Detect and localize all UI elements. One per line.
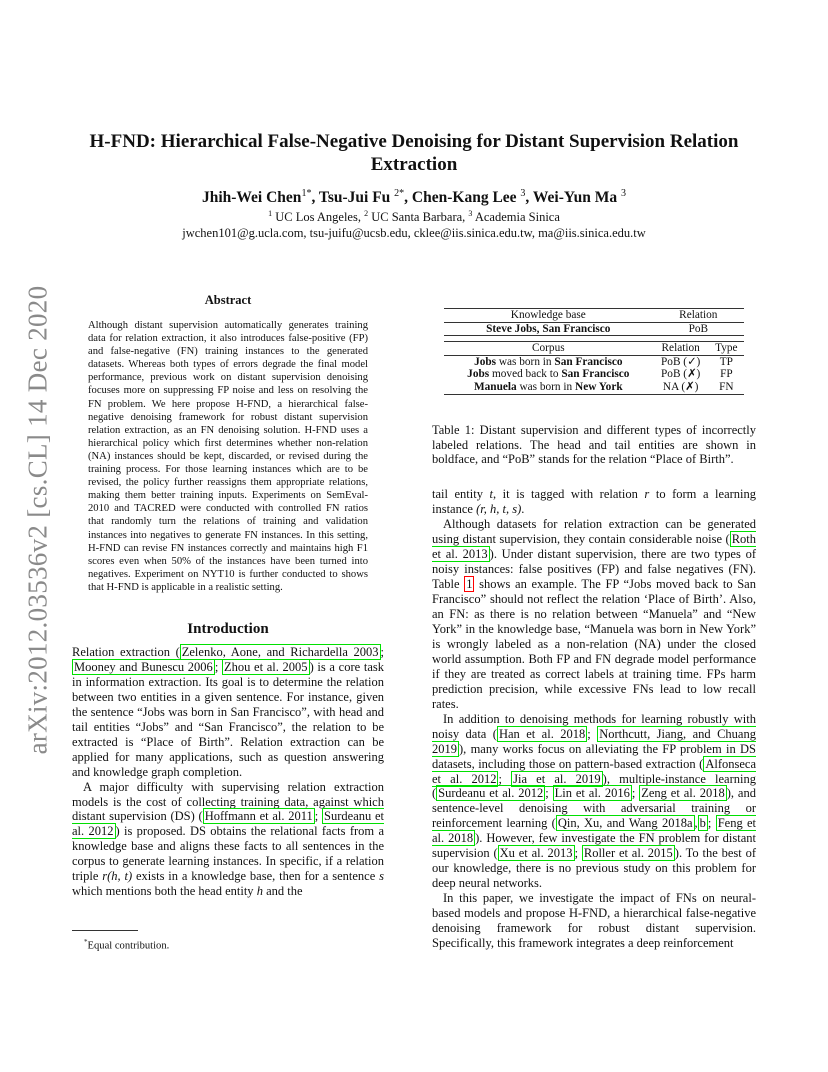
paper-title: H-FND: Hierarchical False-Negative Denoising for Distant Supervision Relation Extraction bbox=[89, 131, 739, 175]
left-column bbox=[72, 293, 384, 899]
table-cell: FN bbox=[719, 380, 734, 393]
footnote bbox=[84, 938, 169, 952]
author: Chen-Kang Lee bbox=[411, 189, 517, 207]
author: Jhih-Wei Chen bbox=[201, 189, 302, 207]
table-cell bbox=[444, 368, 653, 381]
affiliation: Academia Sinica bbox=[474, 210, 560, 225]
text-run: Jobs bbox=[467, 368, 490, 381]
text-run: ; bbox=[314, 809, 323, 824]
citation-link[interactable]: Han et al. 2018 bbox=[498, 726, 586, 741]
table-row bbox=[444, 309, 744, 323]
text-run: A major difficulty with supervising relation extraction models is the cost of collecting training data, against which distant supervision (DS) ( bbox=[72, 779, 384, 824]
text-run: ), many works focus on alleviating the FP problem in DS datasets, including those on pattern-based extraction ( bbox=[432, 741, 756, 771]
text-run: Relation extraction ( bbox=[72, 644, 180, 659]
math: t bbox=[489, 487, 494, 502]
text-run: New York bbox=[575, 380, 623, 393]
text-run: was born in bbox=[496, 355, 555, 368]
citation-link[interactable]: Lin et al. 2016 bbox=[554, 786, 630, 801]
text-run: ), and sentence-level denoising with adversarial training or reinforcement learning ( bbox=[432, 786, 756, 831]
author-mark: 3 bbox=[520, 188, 526, 199]
arxiv-watermark bbox=[18, 285, 58, 755]
text-run: moved back to bbox=[489, 368, 562, 381]
table-cell: PoB bbox=[653, 322, 744, 336]
body-paragraph-1 bbox=[432, 487, 756, 517]
footnote-rule bbox=[72, 930, 138, 931]
citation-link[interactable]: Zelenko, Aone, and Richardella 2003 bbox=[181, 644, 379, 659]
math: r(h, t) bbox=[102, 869, 133, 884]
affiliation: UC Santa Barbara bbox=[371, 210, 463, 225]
math: (r, h, t, s) bbox=[476, 502, 522, 517]
text-run: ; bbox=[214, 659, 222, 674]
right-column bbox=[432, 308, 756, 951]
table-cell bbox=[444, 322, 653, 336]
citation-link[interactable]: Feng et al. 2018 bbox=[432, 816, 757, 846]
table-cell: NA (✗) bbox=[662, 380, 699, 393]
citation-link[interactable]: Xu et al. 2013 bbox=[499, 846, 573, 861]
author-mark: 2* bbox=[394, 188, 405, 199]
text-run: San Francisco bbox=[554, 355, 623, 368]
author-mark: 3 bbox=[621, 188, 627, 199]
text-run: ). However, few investigate the FN problem for distant supervision ( bbox=[432, 831, 756, 861]
table-row bbox=[444, 381, 744, 394]
citation-link[interactable]: Mooney and Bunescu 2006 bbox=[74, 659, 213, 674]
text-run: tail entity bbox=[432, 487, 490, 502]
text-run: was born in bbox=[516, 380, 576, 393]
right-body bbox=[432, 487, 756, 951]
author-mark: 1* bbox=[301, 188, 312, 199]
author-emails: jwchen101@g.ucla.com, tsu-juifu@ucsb.edu, cklee@iis.sinica.edu.tw, ma@iis.sinica.edu.tw bbox=[182, 226, 646, 240]
table-1 bbox=[444, 308, 744, 395]
intro-paragraph-2 bbox=[72, 780, 384, 900]
affiliation: UC Los Angeles bbox=[275, 210, 358, 225]
text-run: ; bbox=[498, 771, 512, 786]
table-row bbox=[444, 322, 744, 336]
text-run: San Francisco bbox=[542, 322, 611, 335]
text-run: ; bbox=[707, 816, 716, 831]
citation-link[interactable]: Jia et al. 2019 bbox=[513, 771, 601, 786]
text-run: In this paper, we investigate the impact of FNs on neural-based models and propose H-FND, a hierarchical false-negative denoising framework for robust distant supervision. Specifically, this framework integrates a deep reinforcement bbox=[432, 891, 756, 951]
text-run: ; bbox=[587, 726, 598, 741]
text-run: to form a learning instance bbox=[432, 487, 756, 517]
table-header: Relation bbox=[653, 342, 709, 356]
text-run: ) is a core task in information extraction. Its goal is to determine the relation between two entities in a given sentence. For instance, given the sentence “Jobs was born in San Francisco”, with head and tail entities “Jobs” and “San Francisco”, the relation to be extracted is “Place of Birth”. Relation extraction can be applied for many applications, such as question answering and knowledge graph completion. bbox=[72, 659, 384, 779]
text-run: and the bbox=[262, 884, 303, 899]
author: Wei-Yun Ma bbox=[532, 189, 618, 207]
footnote-mark: * bbox=[84, 938, 88, 946]
text-run: ; bbox=[631, 786, 640, 801]
table-ref-link[interactable]: 1 bbox=[466, 577, 473, 592]
table-cell: FP bbox=[720, 368, 733, 381]
table-cell: PoB (✗) bbox=[661, 368, 701, 381]
citation-link[interactable]: Zhou et al. 2005 bbox=[223, 659, 308, 674]
citation-link[interactable]: Qin, Xu, and Wang 2018a bbox=[557, 816, 693, 831]
table-row bbox=[444, 368, 744, 381]
text-run: ). Under distant supervision, there are two types of noisy instances: false positives (FP) and false negatives (FN). Table bbox=[432, 547, 756, 592]
intro-paragraph-1 bbox=[72, 645, 384, 780]
text-run: San Francisco bbox=[561, 368, 630, 381]
text-run: . bbox=[521, 502, 525, 517]
author: Tsu-Jui Fu bbox=[318, 189, 391, 207]
body-paragraph-3 bbox=[432, 712, 756, 891]
text-run: shows an example. The FP “Jobs moved back to San Francisco” should not reflect the relation ‘Place of Birth’. Also, an FN: as there is no relation between “Manuela” and “New York” in the knowledge base, “Manuela was born in New York” is wrongly labeled as a non-relation (NA) under the closed world assumption. Both FP and FN degrade model performance if they are treated as correct labels at training time. FPs harm prediction precision, while excessive FNs lead to low recall rates. bbox=[432, 577, 756, 711]
text-run: Jobs bbox=[474, 355, 497, 368]
affil-mark: 1 bbox=[268, 209, 273, 218]
text-run: , bbox=[694, 816, 698, 831]
citation-link[interactable]: Surdeanu et al. 2012 bbox=[438, 786, 544, 801]
table-cell: TP bbox=[709, 355, 744, 368]
table-caption: Table 1: Distant supervision and different types of incorrectly labeled relations. The head and tail entities are shown in boldface, and “PoB” stands for the relation “Place of Birth”. bbox=[432, 422, 756, 467]
text-run: Steve Jobs bbox=[486, 322, 537, 335]
text-run: ; bbox=[380, 644, 384, 659]
citation-link[interactable]: Northcutt, Jiang, and Chuang 2019 bbox=[432, 726, 756, 756]
citation-link[interactable]: Hoffmann et al. 2011 bbox=[204, 809, 313, 824]
text-run: , bbox=[536, 322, 543, 335]
citation-link[interactable]: Surdeanu et al. 2012 bbox=[72, 809, 385, 839]
text-run: exists in a knowledge base, then for a sentence bbox=[132, 869, 380, 884]
text-run: ) is proposed. DS obtains the relational facts from a knowledge base and aligns these facts to all sentences in the corpus to generate learning instances. In specific, if a relation triple bbox=[72, 824, 385, 884]
table-header: Type bbox=[709, 342, 744, 356]
citation-link[interactable]: Roth et al. 2013 bbox=[432, 532, 756, 562]
table-row bbox=[444, 355, 744, 368]
footnote-text: Equal contribution. bbox=[87, 940, 170, 952]
math: s bbox=[379, 869, 384, 884]
table-header: Knowledge base bbox=[444, 309, 653, 323]
abstract-text: Although distant supervision automatically generates training data for relation extraction, it also introduces false-positive (FP) and false-negative (FN) training instances to the generated datasets. Whereas both types of errors degrade the final model performance, previous work on distant supervision denoising focuses more on suppressing FP noise and less on resolving the FN problem. We here propose H-FND, a hierarchical false-negative denoising framework for robust distant supervision relation extraction, as an FN denoising solution. H-FND uses a hierarchical policy which first determines whether non-relation (NA) instances should be kept, discarded, or revised during the training process. For those learning instances which are to be revised, the policy further reassigns them appropriate relations, making them better training inputs. Experiments on SemEval-2010 and TACRED were conducted with controlled FN ratios that randomly turn the relations of training and validation instances into negatives to generate FN instances. In this setting, H-FND can revise FN instances correctly and maintains high F1 scores even when 50% of the instances have been turned into negatives. Experiment on NYT10 is further conducted to shows that H-FND is applicable in a realistic setting. bbox=[88, 320, 368, 593]
text-run: Although datasets for relation extraction can be generated using distant supervision, they contain considerable noise ( bbox=[432, 517, 756, 547]
table-header: Corpus bbox=[444, 342, 653, 356]
affiliations: $^1$ UC Los Angeles, $^2$ UC Santa Barbara, $^3$ Academia Sinica bbox=[268, 209, 560, 225]
abstract-heading: Abstract bbox=[204, 293, 252, 307]
citation-link[interactable]: Roller et al. 2015 bbox=[583, 846, 673, 861]
text-run: ; bbox=[574, 846, 582, 861]
text-run: Manuela bbox=[473, 380, 517, 393]
table-row bbox=[444, 342, 744, 356]
text-run: which mentions both the head entity bbox=[72, 884, 257, 899]
body-paragraph-2 bbox=[432, 517, 756, 711]
text-run: In addition to denoising methods for learning robustly with noisy data ( bbox=[432, 711, 756, 741]
author-list: Jhih-Wei Chen$^{1*}$, Tsu-Jui Fu $^{2*}$, Chen-Kang Lee $^3$, Wei-Yun Ma $^3$ bbox=[201, 188, 627, 207]
affil-mark: 2 bbox=[364, 209, 369, 218]
citation-link[interactable]: Alfonseca et al. 2012 bbox=[432, 756, 756, 786]
table-cell bbox=[444, 355, 653, 368]
citation-link[interactable]: b bbox=[699, 816, 706, 831]
text-run: ), multiple-instance learning ( bbox=[432, 771, 756, 801]
arxiv-id: arXiv:2012.03536v2 [cs.CL] 14 Dec 2020 bbox=[22, 285, 53, 755]
affil-mark: 3 bbox=[468, 209, 473, 218]
text-run: ). To the best of our knowledge, there is no previous study on this problem for deep neural networks. bbox=[432, 846, 756, 891]
text-run: , it is tagged with relation bbox=[493, 487, 645, 502]
math: h bbox=[256, 884, 263, 899]
text-run: ; bbox=[545, 786, 553, 801]
table-cell: PoB (✓) bbox=[653, 355, 709, 368]
citation-link[interactable]: Zeng et al. 2018 bbox=[641, 786, 725, 801]
math: r bbox=[644, 487, 650, 502]
table-header: Relation bbox=[653, 309, 744, 323]
body-paragraph-4 bbox=[432, 891, 756, 951]
table-cell bbox=[444, 381, 653, 394]
introduction-heading: Introduction bbox=[187, 620, 269, 637]
